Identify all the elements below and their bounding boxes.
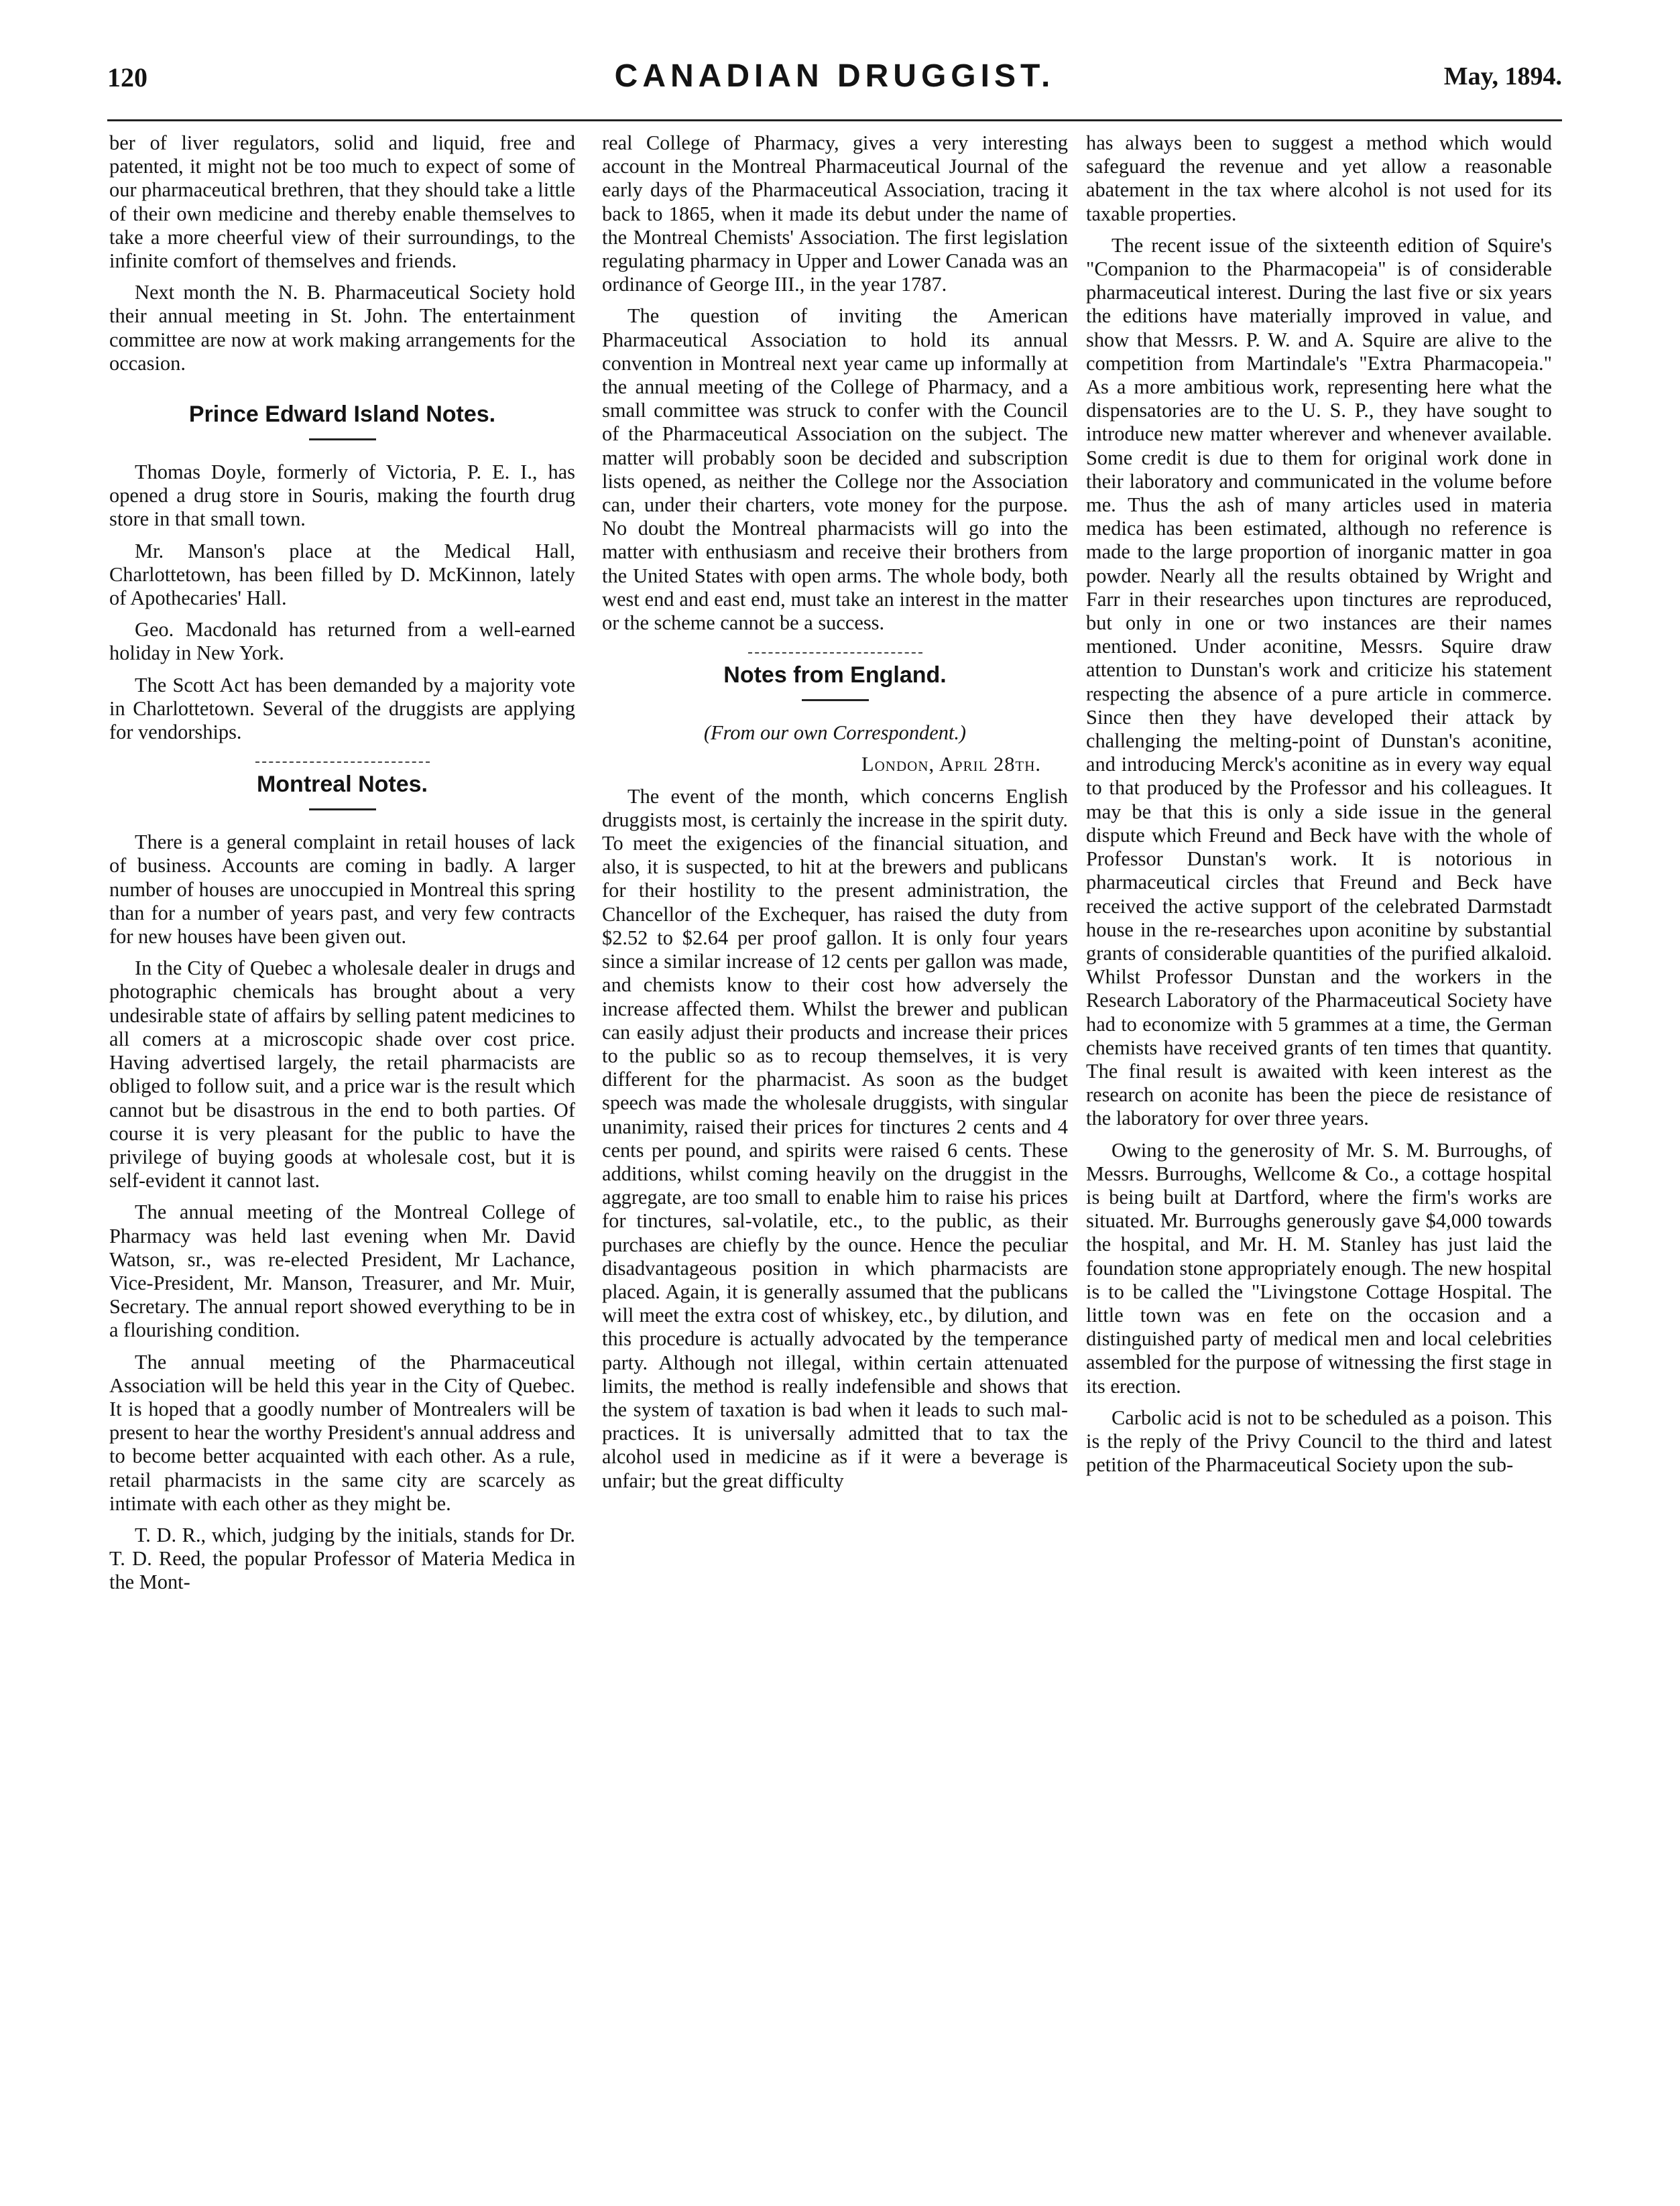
header-rule <box>107 119 1562 121</box>
section-divider <box>748 652 922 654</box>
paragraph: Thomas Doyle, formerly of Victoria, P. E. I., has opened a drug store in Souris, making the fourth drug store in that small town. <box>109 461 575 531</box>
issue-date: May, 1894. <box>1443 62 1562 90</box>
paragraph: real College of Pharmacy, gives a very interesting account in the Montreal Pharmaceutical Journal of the early days of the Pharmaceutical Association, tracing it back to 1865, when it made its debut under the name of the Montreal Chemists' Association. The first legislation regulating pharmacy in Upper and Lower Canada was an ordinance of George III., in the year 1787. <box>602 131 1068 296</box>
column-2 <box>602 131 1068 2169</box>
paragraph: Geo. Macdonald has returned from a well-earned holiday in New York. <box>109 618 575 665</box>
journal-title: CANADIAN DRUGGIST. <box>614 58 1055 94</box>
paragraph: Carbolic acid is not to be scheduled as a poison. This is the reply of the Privy Council to the third and latest petition of the Pharmaceutical Society upon the sub- <box>1086 1406 1552 1477</box>
page-number: 120 <box>107 62 147 93</box>
page-header <box>107 58 1562 122</box>
paragraph: T. D. R., which, judging by the initials, stands for Dr. T. D. Reed, the popular Professor of Materia Medica in the Mont- <box>109 1523 575 1594</box>
byline: (From our own Correspondent.) <box>703 721 967 745</box>
paragraph: There is a general complaint in retail houses of lack of business. Accounts are coming in badly. A larger number of houses are unoccupied in Montreal this spring than for a number of years past, and very few contracts for new houses have been given out. <box>109 831 575 948</box>
paragraph: Mr. Manson's place at the Medical Hall, Charlottetown, has been filled by D. McKinnon, lately of Apothecaries' Hall. <box>109 539 575 610</box>
section-rule <box>309 808 376 810</box>
section-rule <box>802 699 869 701</box>
paragraph: Owing to the generosity of Mr. S. M. Burroughs, of Messrs. Burroughs, Wellcome & Co., a cottage hospital is being built at Dartford, where the firm's works are situated. Mr. Burroughs generously gave $4,000 towards the hospital, and Mr. H. M. Stanley has just laid the foundation stone appropriately enough. The new hospital is to be called the "Livingstone Cottage Hospital. The little town was en fete on the occasion and a distinguished party of medical men and local celebrities assembled for the purpose of witnessing the first stage in its erection. <box>1086 1138 1552 1398</box>
column-3 <box>1086 131 1552 2169</box>
paragraph: In the City of Quebec a wholesale dealer in drugs and photographic chemicals has brought about a very undesirable state of affairs by selling patent medicines to all comers at a microscopic shade over cost price. Having advertised largely, the retail pharmacists are obliged to follow suit, and a price war is the result which cannot but be disastrous in the end to both parties. Of course it is very pleasant for the public to have the privilege of buying goods at wholesale cost, but it is self-evident it cannot last. <box>109 957 575 1192</box>
paragraph: ber of liver regulators, solid and liquid, free and patented, it might not be too much to expect of some of our pharmaceutical brethren, that they should take a little of their own medicine and thereby enable themselves to take a more cheerful view of their surroundings, to the infinite comfort of themselves and friends. <box>109 131 575 273</box>
paragraph: Next month the N. B. Pharmaceutical Society hold their annual meeting in St. John. The entertainment committee are now at work making arrangements for the occasion. <box>109 281 575 375</box>
section-heading-montreal: Montreal Notes. <box>256 772 428 798</box>
section-rule <box>309 438 376 440</box>
section-heading-pei: Prince Edward Island Notes. <box>188 402 496 428</box>
paragraph: The recent issue of the sixteenth edition of Squire's "Companion to the Pharmacopeia" is of considerable pharmaceutical interest. During the last five or six years the editions have materially improved in value, and show that Messrs. P. W. and A. Squire are alive to the competition from Martindale's "Extra Pharmacopeia." As a more ambitious work, representing here what the dispensatories are to the U. S. P., they have sought to introduce new matter wherever and whenever available. Some credit is due to them for original work done in their laboratory and communicated in the volume before me. Thus the ash of many articles used in materia medica has been estimated, although no reference is made to the large proportion of inorganic matter in goa powder. Nearly all the results obtained by Wright and Farr in their researches upon tinctures are reproduced, but only in one or two instances are their names mentioned. Under aconitine, Messrs. Squire draw attention to Dunstan's work and criticize his statement respecting the absence of a pure article in commerce. Since then they have developed their attack by challenging the melting-point of Dunstan's aconitine, and introducing Merck's aconitine as in every way equal to that produced by the Professor and his colleagues. It may be that this is only a side issue in the general dispute which Freund and Beck have with the whole of Professor Dunstan's work. It is notorious in pharmaceutical circles that Freund and Beck have received the active support of the celebrated Darmstadt house in the re-researches upon aconitine by substantial grants of considerable quantities of the purified alkaloid. Whilst Professor Dunstan and the workers in the Research Laboratory of the Pharmaceutical Society have had to economize with 5 grammes at a time, the German chemists have received grants of ten times that quantity. The final result is awaited with keen interest as the research on aconite has been the piece de resistance of the laboratory for over three years. <box>1086 233 1552 1130</box>
paragraph: has always been to suggest a method which would safeguard the revenue and yet allow a reasonable abatement in the tax where alcohol is not used for its taxable properties. <box>1086 131 1552 225</box>
section-heading-england: Notes from England. <box>723 662 947 688</box>
dateline: London, April 28th. <box>861 753 1041 776</box>
paragraph: The annual meeting of the Pharmaceutical Association will be held this year in the City of Quebec. It is hoped that a goodly number of Montrealers will be present to hear the worthy President's annual address and to become better acquainted with each other. As a rule, retail pharmacists in the same city are scarcely as intimate with each other as they might be. <box>109 1350 575 1515</box>
section-divider <box>255 761 430 763</box>
paragraph: The event of the month, which concerns English druggists most, is certainly the increase in the spirit duty. To meet the exigencies of the financial situation, and also, it is suspected, to hit at the brewers and publicans for their hostility to the present administration, the Chancellor of the Exchequer, has raised the duty from $2.52 to $2.64 per proof gallon. It is only four years since a similar increase of 12 cents per gallon was made, and chemists know to their cost how adversely the increase affected them. Whilst the brewer and publican can easily adjust their products and increase their prices to the public so as to recoup themselves, it is very different for the pharmacist. As soon as the budget speech was made the wholesale druggists, with singular unanimity, raised their prices for tinctures 2 cents and 4 cents per pound, and spirits were raised 6 cents. These additions, whilst coming heavily on the druggist in the aggregate, are too small to enable him to raise his prices for tinctures, sal-volatile, etc., to the public, as their purchases are chiefly by the ounce. Hence the peculiar disadvantageous position in which pharmacists are placed. Again, it is generally assumed that the publicans will meet the extra cost of whiskey, etc., by dilution, and this procedure is actually advocated by the temperance party. Although not illegal, within certain attenuated limits, the method is really indefensible and shows that the system of taxation is bad when it leads to such mal-practices. It is universally admitted that to tax the alcohol used in medicine as if it were a beverage is unfair; but the great difficulty <box>602 784 1068 1492</box>
paragraph: The question of inviting the American Pharmaceutical Association to hold its annual convention in Montreal next year came up informally at the annual meeting of the College of Pharmacy, and a small committee was struck to confer with the Council of the Pharmaceutical Association on the subject. The matter will probably soon be decided and subscription lists opened, as neither the College nor the Association can, under their charters, vote money for the purpose. No doubt the Montreal pharmacists will go into the matter with enthusiasm and receive their brothers from the United States with open arms. The whole body, both west end and east end, must take an interest in the matter or the scheme cannot be a success. <box>602 304 1068 635</box>
column-1 <box>109 131 575 2169</box>
paragraph: The Scott Act has been demanded by a majority vote in Charlottetown. Several of the druggists are applying for vendorships. <box>109 673 575 744</box>
paragraph: The annual meeting of the Montreal College of Pharmacy was held last evening when Mr. David Watson, sr., was re-elected President, Mr Lachance, Vice-President, Mr. Manson, Treasurer, and Mr. Muir, Secretary. The annual report showed everything to be in a flourishing condition. <box>109 1201 575 1342</box>
